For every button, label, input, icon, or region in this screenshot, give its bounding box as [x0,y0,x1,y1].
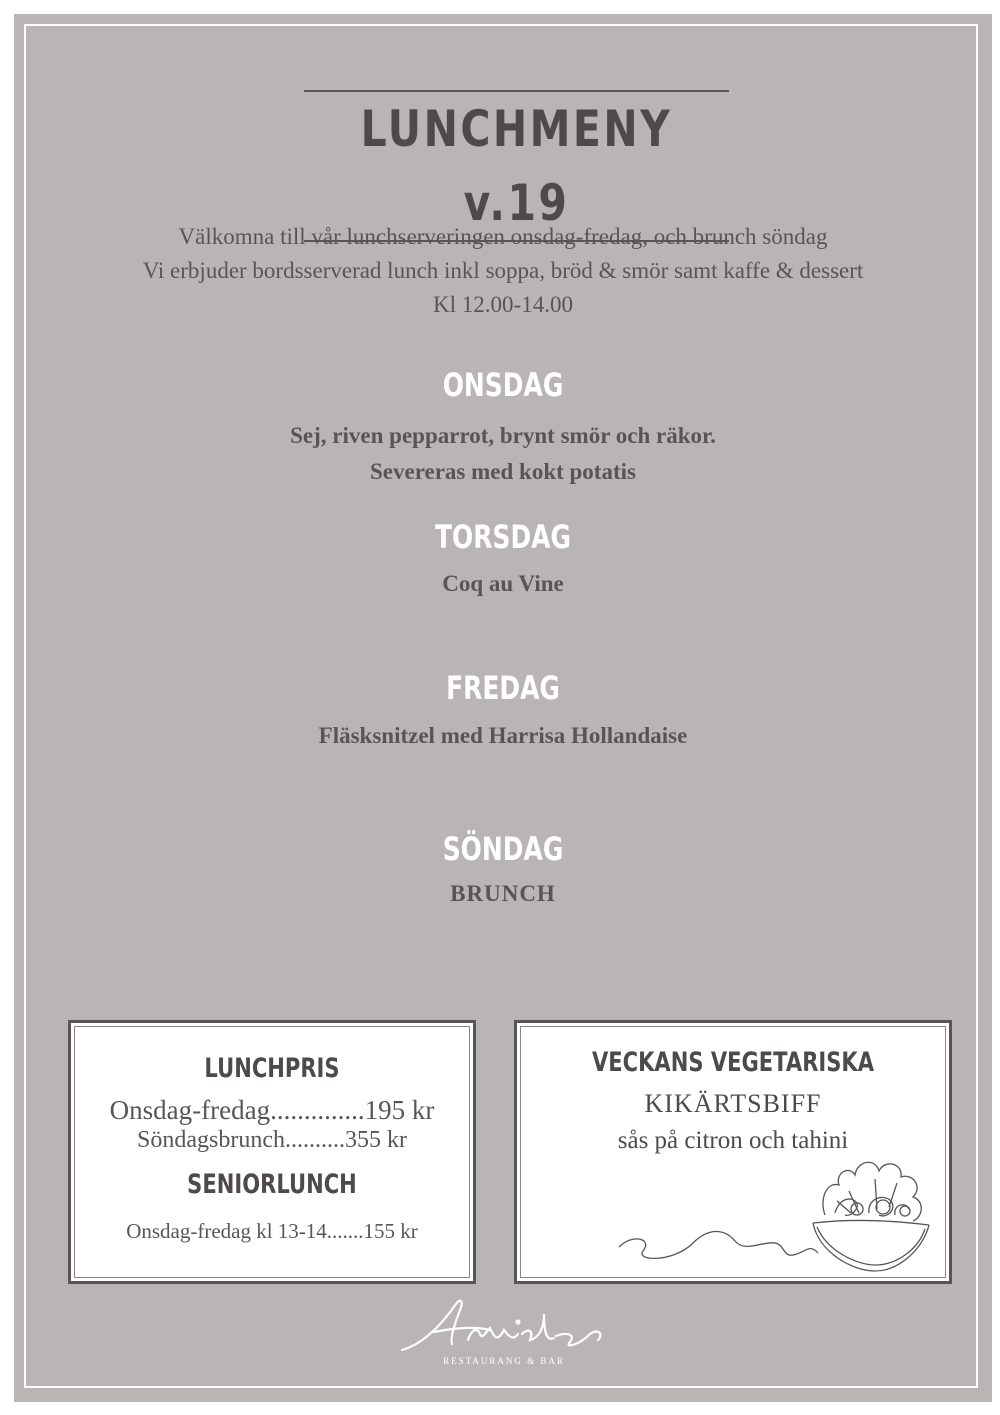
intro-line-3: Kl 12.00-14.00 [433,292,573,317]
lunchpris-heading: LUNCHPRIS [204,1053,340,1084]
dish-sondag: BRUNCH [450,881,556,906]
dish-fredag: Fläsksnitzel med Harrisa Hollandaise [318,723,688,748]
intro-line-2: Vi erbjuder bordsserverad lunch inkl soppa, bröd & smör samt kaffe & dessert [142,258,864,283]
vegetarian-description: sås på citron och tahini [617,1127,849,1154]
price-row-weekday: Onsdag-fredag..............195 kr [109,1095,435,1125]
logo-subtitle: RESTAURANG & BAR [443,1356,565,1366]
dish-onsdag-line-1: Sej, riven pepparrot, brynt smör och räkor. [290,423,716,448]
menu-page [14,14,992,1402]
seniorlunch-heading: SENIORLUNCH [187,1169,357,1200]
day-heading-torsdag: TORSDAG [435,518,571,556]
vegetarian-dish: KIKÄRTSBIFF [644,1089,822,1118]
intro-text [14,220,992,322]
day-heading-onsdag: ONSDAG [442,366,564,404]
day-heading-fredag: FREDAG [446,669,560,707]
dish-onsdag-line-2: Severeras med kokt potatis [370,459,636,484]
price-row-brunch: Söndagsbrunch..........355 kr [137,1127,407,1153]
vegetarian-box [514,1020,952,1284]
dish-torsdag: Coq au Vine [442,571,564,596]
vegetarian-heading: VECKANS VEGETARISKA [591,1047,875,1078]
day-heading-sondag: SÖNDAG [442,830,564,868]
page-title: LUNCHMENY v.19 [360,100,673,232]
lunchpris-box [68,1020,476,1284]
arvids-logo-icon [394,1294,614,1358]
salad-bowl-icon [613,1143,943,1281]
price-row-senior: Onsdag-fredag kl 13-14.......155 kr [126,1219,418,1243]
restaurant-logo [394,1294,614,1384]
intro-line-1: Välkomna till vår lunchserveringen onsdag-fredag, och brunch söndag [178,224,828,249]
